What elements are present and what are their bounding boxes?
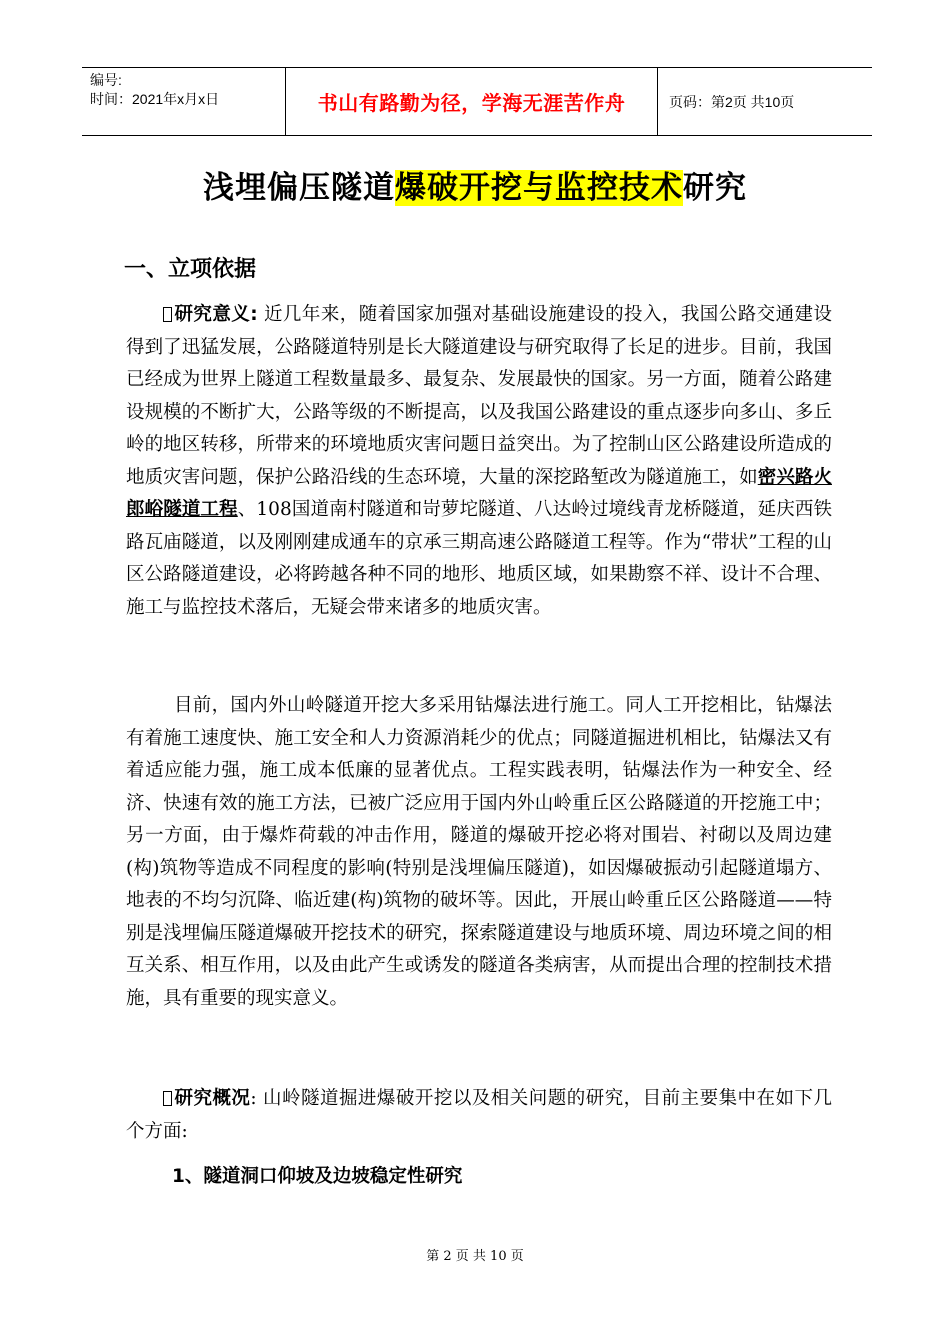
checkbox-bullet-icon <box>163 307 172 322</box>
header-meta <box>82 68 285 135</box>
document-header <box>82 67 872 136</box>
project-link[interactable]: 密兴路火郎峪隧道工程 <box>126 466 832 520</box>
methods-text: 目前，国内外山岭隧道开挖大多采用钻爆法进行施工。同人工开挖相比，钻爆法有着施工速度快、施工安全和人力资源消耗少的优点；同隧道掘进机相比，钻爆法又有着适应能力强，施工成本低廉的显著优点。工程实践表明，钻爆法作为一种安全、经济、快速有效的施工方法，已被广泛应用于国内外山岭重丘区公路隧道的开挖施工中；另一方面，由于爆炸荷载的冲击作用，隧道的爆破开挖必将对围岩、衬砌以及周边建(构)筑物等造成不同程度的影响(特别是浅埋偏压隧道)，如因爆破振动引起隧道塌方、地表的不均匀沉降、临近建(构)筑物的破坏等。因此，开展山岭重丘区公路隧道——特别是浅埋偏压隧道爆破开挖技术的研究，探索隧道建设与地质环境、周边环境之间的相互关系、相互作用，以及由此产生或诱发的隧道各类病害，从而提出合理的控制技术措施，具有重要的现实意义。 <box>126 695 832 1009</box>
significance-text-b: 、108国道南村隧道和岢萝坨隧道、八达岭过境线青龙桥隧道，延庆西铁路瓦庙隧道，以及刚刚建成通车的京承三期高速公路隧道工程等。作为“带状”工程的山区公路隧道建设，必将跨越各种不同的地形、地质区域，如果勘察不祥、设计不合理、施工与监控技术落后，无疑会带来诸多的地质灾害。 <box>126 499 832 618</box>
paragraph-methods <box>126 690 832 1015</box>
paragraph-overview <box>126 1083 832 1148</box>
overview-label: 研究概况 <box>174 1088 251 1109</box>
header-motto: 书山有路勤为径，学海无涯苦作舟 <box>285 68 658 135</box>
overview-text: : 山岭隧道掘进爆破开挖以及相关问题的研究，目前主要集中在如下几个方面: <box>126 1088 832 1142</box>
document-title <box>0 166 950 210</box>
section-heading: 一、立项依据 <box>124 257 257 282</box>
header-page-info: 页码：第2页 共10页 <box>669 93 795 110</box>
subsection-heading-1: 1、隧道洞口仰坡及边坡稳定性研究 <box>172 1166 463 1187</box>
number-label: 编号: <box>90 72 122 88</box>
time-label: 时间：2021年x月x日 <box>90 91 220 107</box>
title-highlight: 爆破开挖与监控技术 <box>395 170 683 206</box>
significance-label: 研究意义: <box>174 304 258 325</box>
page-footer: 第 2 页 共 10 页 <box>426 1249 524 1264</box>
paragraph-significance <box>126 299 832 624</box>
title-after: 研究 <box>683 170 747 206</box>
title-before: 浅埋偏压隧道 <box>203 170 395 206</box>
significance-text-a: 近几年来，随着国家加强对基础设施建设的投入，我国公路交通建设得到了迅猛发展，公路隧道特别是长大隧道建设与研究取得了长足的进步。目前，我国已经成为世界上隧道工程数量最多、最复杂、发展最快的国家。另一方面，随着公路建设规模的不断扩大，公路等级的不断提高，以及我国公路建设的重点逐步向多山、多丘岭的地区转移，所带来的环境地质灾害问题日益突出。为了控制山区公路建设所造成的地质灾害问题，保护公路沿线的生态环境，大量的深挖路堑改为隧道施工，如 <box>126 304 832 488</box>
checkbox-bullet-icon <box>163 1091 172 1106</box>
